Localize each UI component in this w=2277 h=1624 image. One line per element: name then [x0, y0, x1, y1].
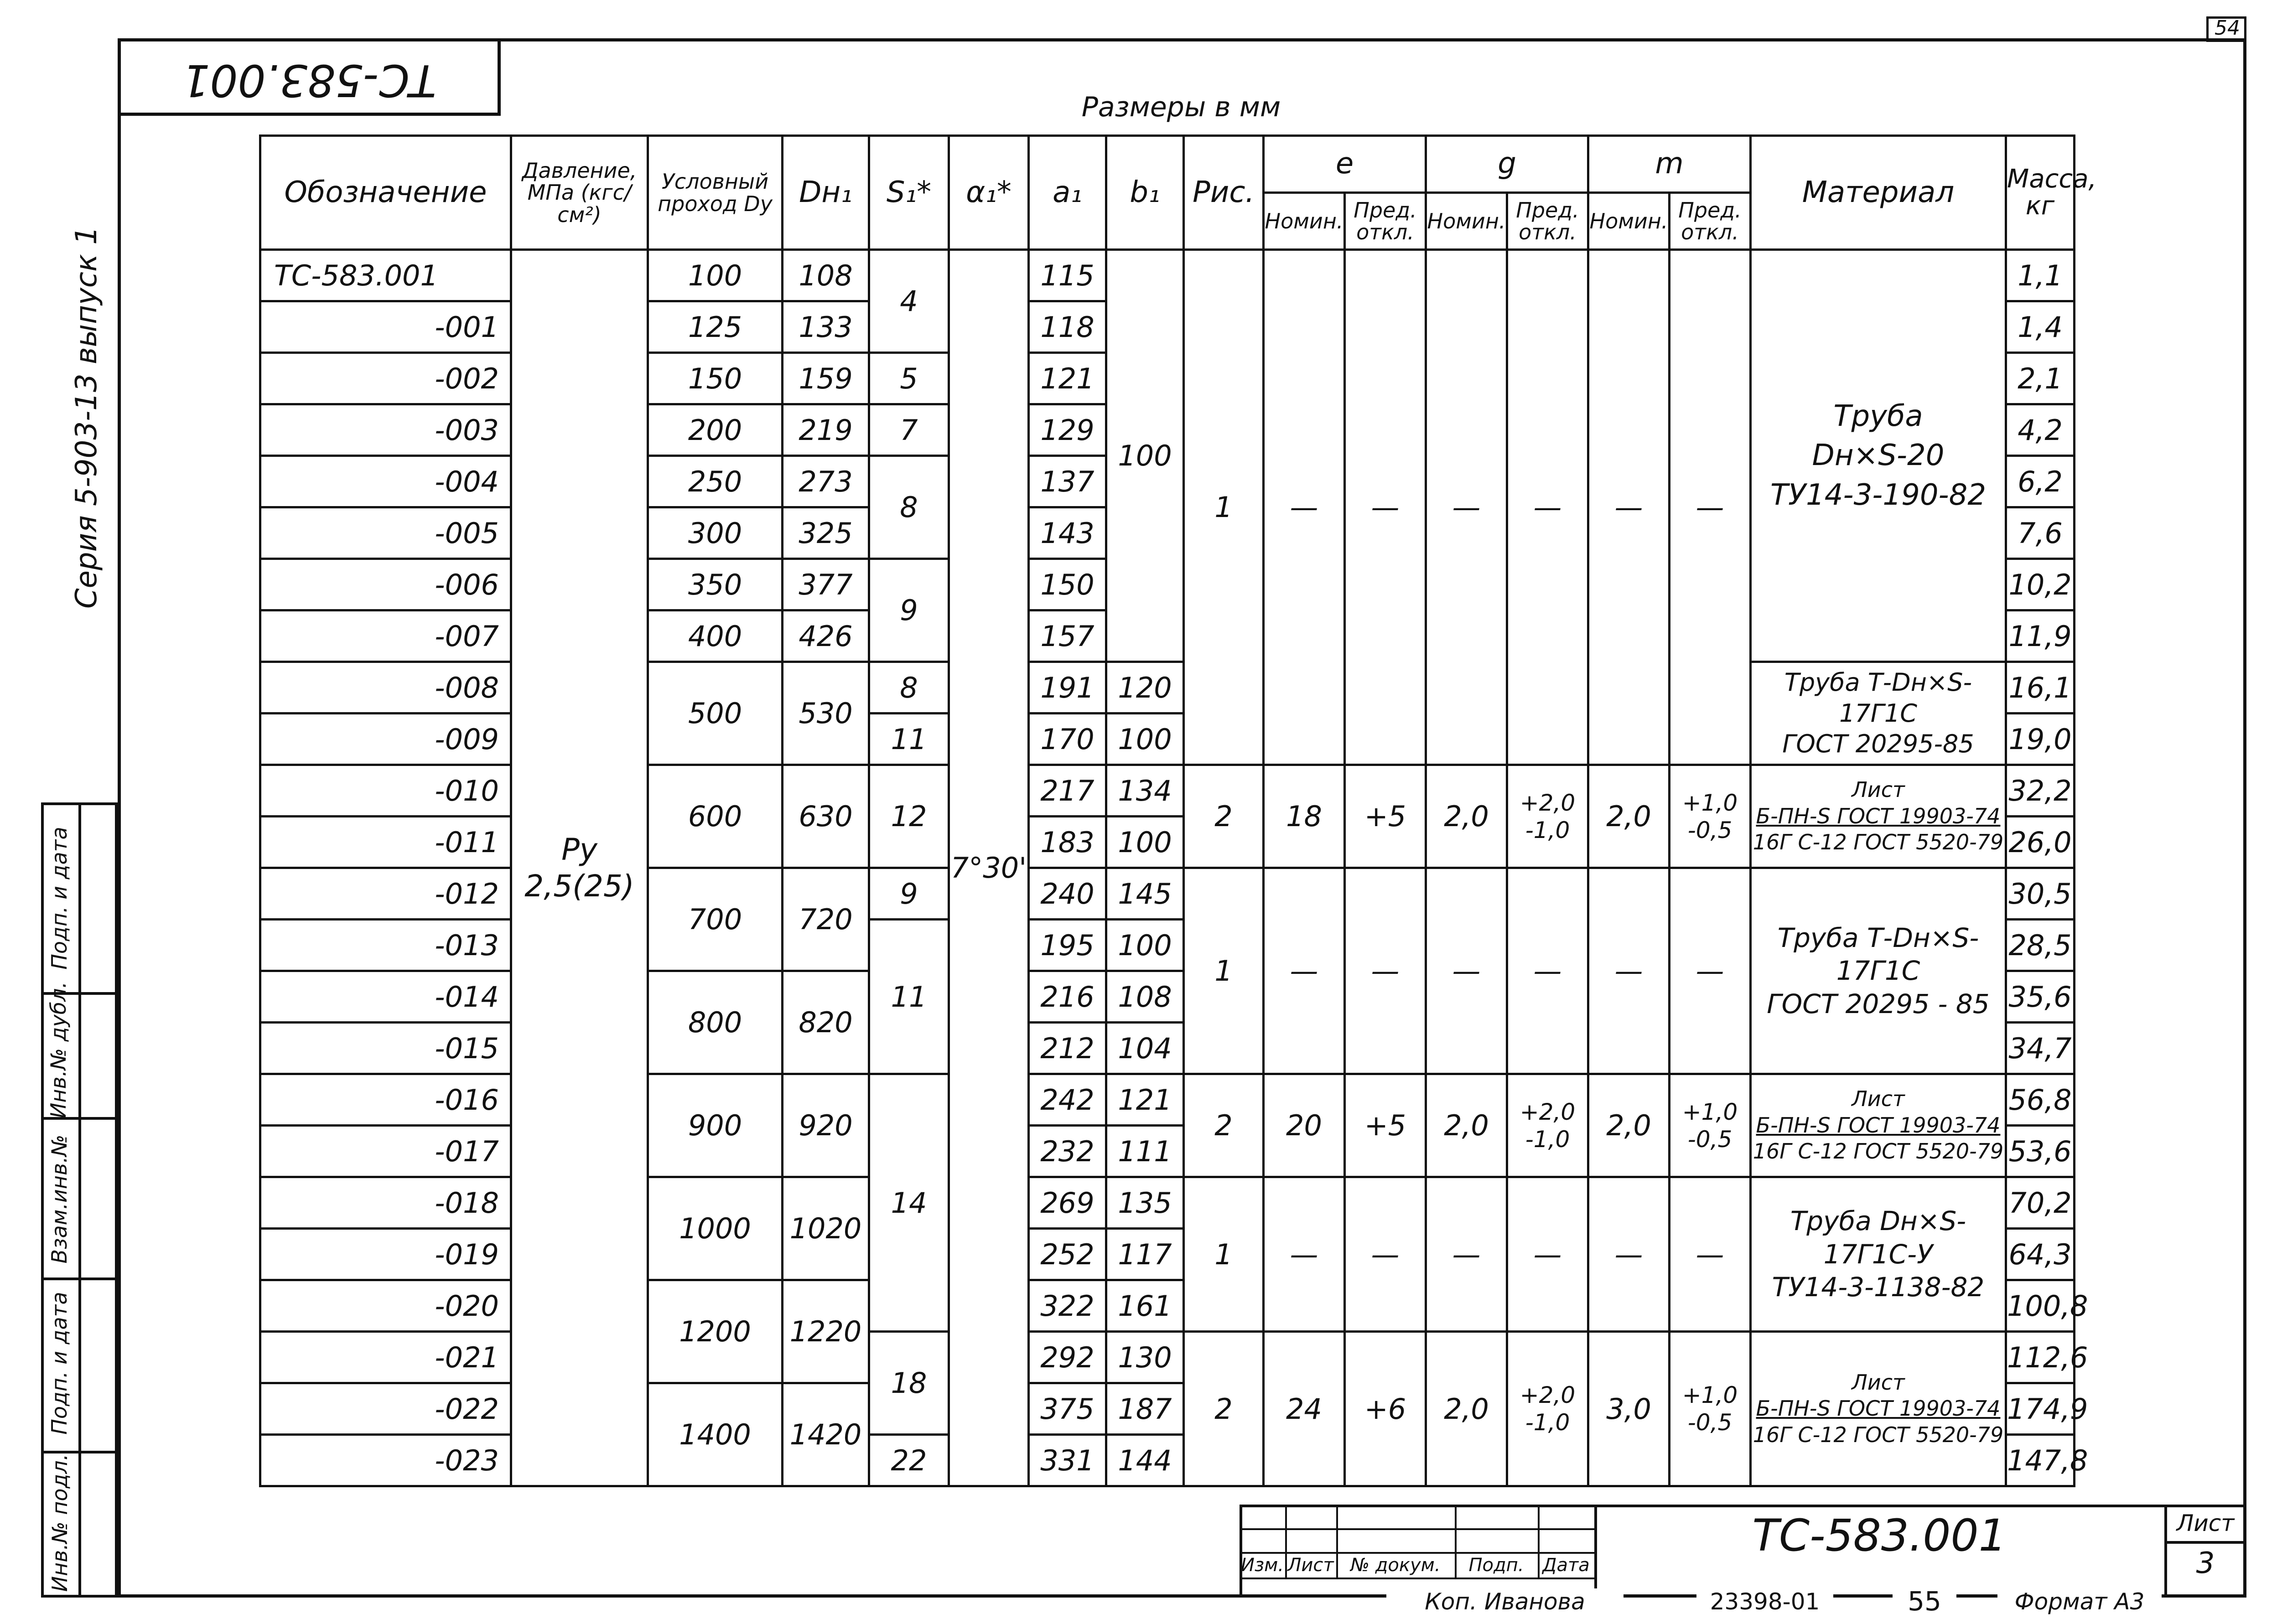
header-pressure: Давление, МПа (кгс/см²): [511, 136, 648, 250]
group-g-tol: —: [1507, 868, 1588, 1074]
material-line: ТУ14-3-190-82: [1770, 478, 1987, 512]
header-nominal-bore: Условный проход Dy: [648, 136, 783, 250]
group-dn: 820: [783, 971, 869, 1074]
group-g-tol: +2,0 -1,0: [1507, 1074, 1588, 1177]
row-dn: 108: [783, 250, 869, 301]
row-a: 137: [1029, 456, 1106, 507]
row-mass: 16,1: [2006, 662, 2075, 714]
row-designation: -005: [260, 507, 511, 559]
row-a: 143: [1029, 507, 1106, 559]
row-designation: -001: [260, 301, 511, 353]
row-a: 183: [1029, 817, 1106, 868]
material-line: Труба: [1833, 399, 1923, 433]
group-dn: 1020: [783, 1177, 869, 1280]
series-label: Серия 5-903-13 выпуск 1: [70, 226, 104, 609]
group-e-tol: —: [1345, 868, 1426, 1074]
row-a: 150: [1029, 559, 1106, 610]
row-a: 269: [1029, 1177, 1106, 1229]
label-signature: Подп.: [1468, 1555, 1524, 1576]
stamp-vzam-inv: Взам.инв.№: [47, 1134, 72, 1264]
material-line: Б-ПН-S ГОСТ 19903-74: [1756, 1112, 2001, 1138]
group-dn: 1420: [783, 1383, 869, 1486]
group-g-tol: +2,0 -1,0: [1507, 765, 1588, 868]
row-designation: -008: [260, 662, 511, 714]
material-line: ГОСТ 20295 - 85: [1767, 988, 1990, 1019]
group-material: [1751, 765, 2006, 868]
header-b1: b₁: [1106, 136, 1184, 250]
row-a: 121: [1029, 353, 1106, 404]
header-m-nom: Номин.: [1588, 193, 1670, 250]
group-s: 18: [869, 1332, 949, 1435]
group-s: 9: [869, 868, 949, 920]
row-mass: 53,6: [2006, 1126, 2075, 1177]
row-b: 134: [1106, 765, 1184, 817]
row-a: 240: [1029, 868, 1106, 920]
group-b: 100: [1106, 250, 1184, 662]
row-b: 111: [1106, 1126, 1184, 1177]
group-e-tol: +5: [1345, 765, 1426, 868]
row-mass: 70,2: [2006, 1177, 2075, 1229]
row-mass: 1,4: [2006, 301, 2075, 353]
row-designation: -002: [260, 353, 511, 404]
row-b: 161: [1106, 1280, 1184, 1332]
row-a: 157: [1029, 610, 1106, 662]
group-dn: 720: [783, 868, 869, 971]
row-mass: 147,8: [2006, 1435, 2075, 1486]
group-dy: 1400: [648, 1383, 783, 1486]
group-s: 11: [869, 714, 949, 765]
row-mass: 4,2: [2006, 404, 2075, 456]
title-block-left: [1240, 1505, 1242, 1598]
row-a: 375: [1029, 1383, 1106, 1435]
group-dy: 900: [648, 1074, 783, 1177]
row-dy: 150: [648, 353, 783, 404]
material-line: 16Г С-12 ГОСТ 5520-79: [1753, 830, 2004, 855]
group-fig: 1: [1184, 1177, 1264, 1332]
archive-page: 55: [1893, 1586, 1956, 1617]
group-e-nom: —: [1264, 868, 1345, 1074]
row-b: 117: [1106, 1229, 1184, 1280]
group-dn: 630: [783, 765, 869, 868]
group-e-tol: —: [1345, 1177, 1426, 1332]
group-dy: 800: [648, 971, 783, 1074]
header-material: Материал: [1751, 136, 2006, 250]
group-m-nom: 2,0: [1588, 1074, 1670, 1177]
row-a: 129: [1029, 404, 1106, 456]
row-b: 187: [1106, 1383, 1184, 1435]
group-e-tol: +6: [1345, 1332, 1426, 1486]
alpha-cell: 7°30': [949, 250, 1029, 1486]
corner-sheet-number: 54: [2215, 16, 2240, 40]
row-dn: 273: [783, 456, 869, 507]
group-g-nom: —: [1426, 868, 1507, 1074]
group-s: 22: [869, 1435, 949, 1486]
row-designation: -012: [260, 868, 511, 920]
group-m-tol: —: [1670, 250, 1751, 765]
group-dn: 530: [783, 662, 869, 765]
group-g-nom: 2,0: [1426, 1074, 1507, 1177]
row-designation: -003: [260, 404, 511, 456]
group-m-nom: —: [1588, 250, 1670, 765]
row-mass: 30,5: [2006, 868, 2075, 920]
row-a: 115: [1029, 250, 1106, 301]
sheet-label: Лист: [2176, 1510, 2235, 1536]
row-b: 121: [1106, 1074, 1184, 1126]
row-mass: 6,2: [2006, 456, 2075, 507]
row-mass: 28,5: [2006, 920, 2075, 971]
row-designation: -014: [260, 971, 511, 1023]
group-m-nom: 2,0: [1588, 765, 1670, 868]
row-b: 100: [1106, 817, 1184, 868]
copied-by: Коп. Иванова: [1386, 1588, 1623, 1615]
row-mass: 7,6: [2006, 507, 2075, 559]
stamp-inv-podl: Инв.№ подл.: [47, 1453, 72, 1592]
header-fig: Рис.: [1184, 136, 1264, 250]
row-b: 100: [1106, 714, 1184, 765]
group-e-tol: —: [1345, 250, 1426, 765]
group-e-nom: —: [1264, 1177, 1345, 1332]
row-b: 104: [1106, 1023, 1184, 1074]
title-designation: ТС-583.001: [1752, 1510, 2007, 1561]
row-mass: 32,2: [2006, 765, 2075, 817]
row-b: 144: [1106, 1435, 1184, 1486]
group-s: 7: [869, 404, 949, 456]
row-a: 170: [1029, 714, 1106, 765]
header-g: g: [1426, 136, 1588, 193]
header-a1: a₁: [1029, 136, 1106, 250]
group-dn: 1220: [783, 1280, 869, 1383]
row-mass: 19,0: [2006, 714, 2075, 765]
group-m-tol: +1,0 -0,5: [1670, 1332, 1751, 1486]
row-dy: 100: [648, 250, 783, 301]
row-designation: -013: [260, 920, 511, 971]
row-b: 120: [1106, 662, 1184, 714]
label-list: Лист: [1287, 1555, 1334, 1576]
row-b: 108: [1106, 971, 1184, 1023]
change-grid-row-2: [1240, 1552, 1594, 1554]
row-mass: 64,3: [2006, 1229, 2075, 1280]
row-designation: -015: [260, 1023, 511, 1074]
group-fig: 1: [1184, 868, 1264, 1074]
row-a: 217: [1029, 765, 1106, 817]
material-line: Б-ПН-S ГОСТ 19903-74: [1756, 1396, 2001, 1421]
header-g-tol: Пред. откл.: [1507, 193, 1588, 250]
header-designation: Обозначение: [260, 136, 511, 250]
row-a: 212: [1029, 1023, 1106, 1074]
row-designation: -017: [260, 1126, 511, 1177]
group-dy: 1200: [648, 1280, 783, 1383]
group-m-tol: +1,0 -0,5: [1670, 1074, 1751, 1177]
material-line: Лист: [1852, 1086, 1905, 1112]
group-g-tol: —: [1507, 1177, 1588, 1332]
group-s: 9: [869, 559, 949, 662]
material-line: Б-ПН-S ГОСТ 19903-74: [1756, 803, 2001, 828]
row-dy: 400: [648, 610, 783, 662]
material-line: Лист: [1852, 777, 1905, 802]
group-m-nom: 3,0: [1588, 1332, 1670, 1486]
group-dy: 500: [648, 662, 783, 765]
header-e-tol: Пред. откл.: [1345, 193, 1426, 250]
row-designation: -007: [260, 610, 511, 662]
group-material: [1751, 1332, 2006, 1486]
material-line: ТУ14-3-1138-82: [1772, 1272, 1985, 1303]
group-s: 11: [869, 920, 949, 1074]
group-g-nom: —: [1426, 1177, 1507, 1332]
material-line: 16Г С-12 ГОСТ 5520-79: [1753, 1139, 2004, 1164]
group-m-nom: —: [1588, 1177, 1670, 1332]
row-mass: 11,9: [2006, 610, 2075, 662]
header-s1: S₁*: [869, 136, 949, 250]
row-dn: 377: [783, 559, 869, 610]
row-a: 191: [1029, 662, 1106, 714]
header-m-tol: Пред. откл.: [1670, 193, 1751, 250]
header-alpha1: α₁*: [949, 136, 1029, 250]
row-mass: 35,6: [2006, 971, 2075, 1023]
group-material: [1751, 250, 2006, 662]
row-a: 331: [1029, 1435, 1106, 1486]
label-izm: Изм.: [1240, 1555, 1284, 1576]
group-m-tol: —: [1670, 1177, 1751, 1332]
group-g-nom: —: [1426, 250, 1507, 765]
material-line: Труба Т-Dн×S-17Г1С: [1784, 668, 1972, 728]
row-a: 242: [1029, 1074, 1106, 1126]
row-mass: 112,6: [2006, 1332, 2075, 1383]
group-material: [1751, 662, 2006, 765]
row-dn: 325: [783, 507, 869, 559]
row-dn: 159: [783, 353, 869, 404]
material-line: Лист: [1852, 1370, 1905, 1395]
row-designation: -022: [260, 1383, 511, 1435]
row-dy: 125: [648, 301, 783, 353]
row-dy: 300: [648, 507, 783, 559]
row-dn: 133: [783, 301, 869, 353]
group-e-nom: —: [1264, 250, 1345, 765]
row-designation: -019: [260, 1229, 511, 1280]
pressure-cell: Py 2,5(25): [511, 250, 648, 1486]
row-mass: 34,7: [2006, 1023, 2075, 1074]
row-designation: -020: [260, 1280, 511, 1332]
group-dy: 1000: [648, 1177, 783, 1280]
row-designation: ТС-583.001: [260, 250, 511, 301]
row-a: 292: [1029, 1332, 1106, 1383]
dimensions-note: Размеры в мм: [1081, 91, 1281, 123]
side-stamp-divider: [78, 802, 81, 1598]
row-dn: 426: [783, 610, 869, 662]
row-mass: 100,8: [2006, 1280, 2075, 1332]
row-designation: -023: [260, 1435, 511, 1486]
row-mass: 10,2: [2006, 559, 2075, 610]
header-e-nom: Номин.: [1264, 193, 1345, 250]
row-designation: -006: [260, 559, 511, 610]
group-fig: 1: [1184, 250, 1264, 765]
row-mass: 56,8: [2006, 1074, 2075, 1126]
row-designation: -016: [260, 1074, 511, 1126]
group-material: [1751, 1074, 2006, 1177]
stamp-podp-data-1: Подп. и дата: [47, 1292, 72, 1435]
group-s: 5: [869, 353, 949, 404]
pipe-dimensions-table: [259, 134, 2097, 1487]
row-b: 130: [1106, 1332, 1184, 1383]
material-line: Труба Dн×S-17Г1С-У: [1790, 1205, 1966, 1270]
row-designation: -018: [260, 1177, 511, 1229]
row-dy: 200: [648, 404, 783, 456]
group-material: [1751, 868, 2006, 1074]
row-a: 322: [1029, 1280, 1106, 1332]
stamp-podp-data-2: Подп. и дата: [47, 827, 72, 970]
stamp-inv-dubl: Инв.№ дубл.: [46, 981, 71, 1118]
header-g-nom: Номин.: [1426, 193, 1507, 250]
row-mass: 26,0: [2006, 817, 2075, 868]
row-mass: 2,1: [2006, 353, 2075, 404]
group-fig: 2: [1184, 765, 1264, 868]
row-mass: 1,1: [2006, 250, 2075, 301]
group-dy: 600: [648, 765, 783, 868]
header-dn1: Dн₁: [783, 136, 869, 250]
material-line: 16Г С-12 ГОСТ 5520-79: [1753, 1422, 2004, 1447]
title-block-sheet-sep: [2164, 1541, 2246, 1544]
group-m-tol: —: [1670, 868, 1751, 1074]
header-e: e: [1264, 136, 1426, 193]
row-b: 135: [1106, 1177, 1184, 1229]
group-g-nom: 2,0: [1426, 1332, 1507, 1486]
group-dn: 920: [783, 1074, 869, 1177]
group-material: [1751, 1177, 2006, 1332]
row-a: 118: [1029, 301, 1106, 353]
label-date: Дата: [1542, 1555, 1590, 1576]
row-a: 232: [1029, 1126, 1106, 1177]
row-mass: 174,9: [2006, 1383, 2075, 1435]
row-b: 100: [1106, 920, 1184, 971]
row-a: 216: [1029, 971, 1106, 1023]
row-designation: -009: [260, 714, 511, 765]
group-g-nom: 2,0: [1426, 765, 1507, 868]
group-e-nom: 24: [1264, 1332, 1345, 1486]
label-doc-number: № докум.: [1350, 1555, 1441, 1576]
group-g-tol: +2,0 -1,0: [1507, 1332, 1588, 1486]
row-designation: -010: [260, 765, 511, 817]
material-line: Труба Т-Dн×S-17Г1С: [1777, 922, 1979, 987]
group-e-nom: 18: [1264, 765, 1345, 868]
row-dy: 350: [648, 559, 783, 610]
group-fig: 2: [1184, 1332, 1264, 1486]
group-e-tol: +5: [1345, 1074, 1426, 1177]
group-fig: 2: [1184, 1074, 1264, 1177]
row-a: 252: [1029, 1229, 1106, 1280]
row-a: 195: [1029, 920, 1106, 971]
header-mass: Масса, кг: [2006, 136, 2075, 250]
row-b: 145: [1106, 868, 1184, 920]
group-m-tol: +1,0 -0,5: [1670, 765, 1751, 868]
row-designation: -004: [260, 456, 511, 507]
archive-number: 23398-01: [1696, 1588, 1833, 1615]
row-designation: -011: [260, 817, 511, 868]
change-grid-row-1: [1240, 1528, 1594, 1530]
row-dy: 250: [648, 456, 783, 507]
group-s: 8: [869, 662, 949, 714]
row-dn: 219: [783, 404, 869, 456]
group-s: 14: [869, 1074, 949, 1332]
group-s: 4: [869, 250, 949, 353]
top-stamp-text: ТС-583.001: [182, 55, 436, 106]
group-s: 8: [869, 456, 949, 559]
row-designation: -021: [260, 1332, 511, 1383]
material-line: ГОСТ 20295-85: [1782, 729, 1974, 759]
material-line: Dн×S-20: [1812, 439, 1945, 473]
group-g-tol: —: [1507, 250, 1588, 765]
paper-format: Формат А3: [1997, 1588, 2162, 1615]
group-e-nom: 20: [1264, 1074, 1345, 1177]
sheet-number: 3: [2196, 1546, 2215, 1580]
change-grid-label-sep: [1240, 1577, 1594, 1579]
title-block-top: [1240, 1505, 2246, 1507]
group-s: 12: [869, 765, 949, 868]
header-m: m: [1588, 136, 1751, 193]
group-dy: 700: [648, 868, 783, 971]
group-m-nom: —: [1588, 868, 1670, 1074]
